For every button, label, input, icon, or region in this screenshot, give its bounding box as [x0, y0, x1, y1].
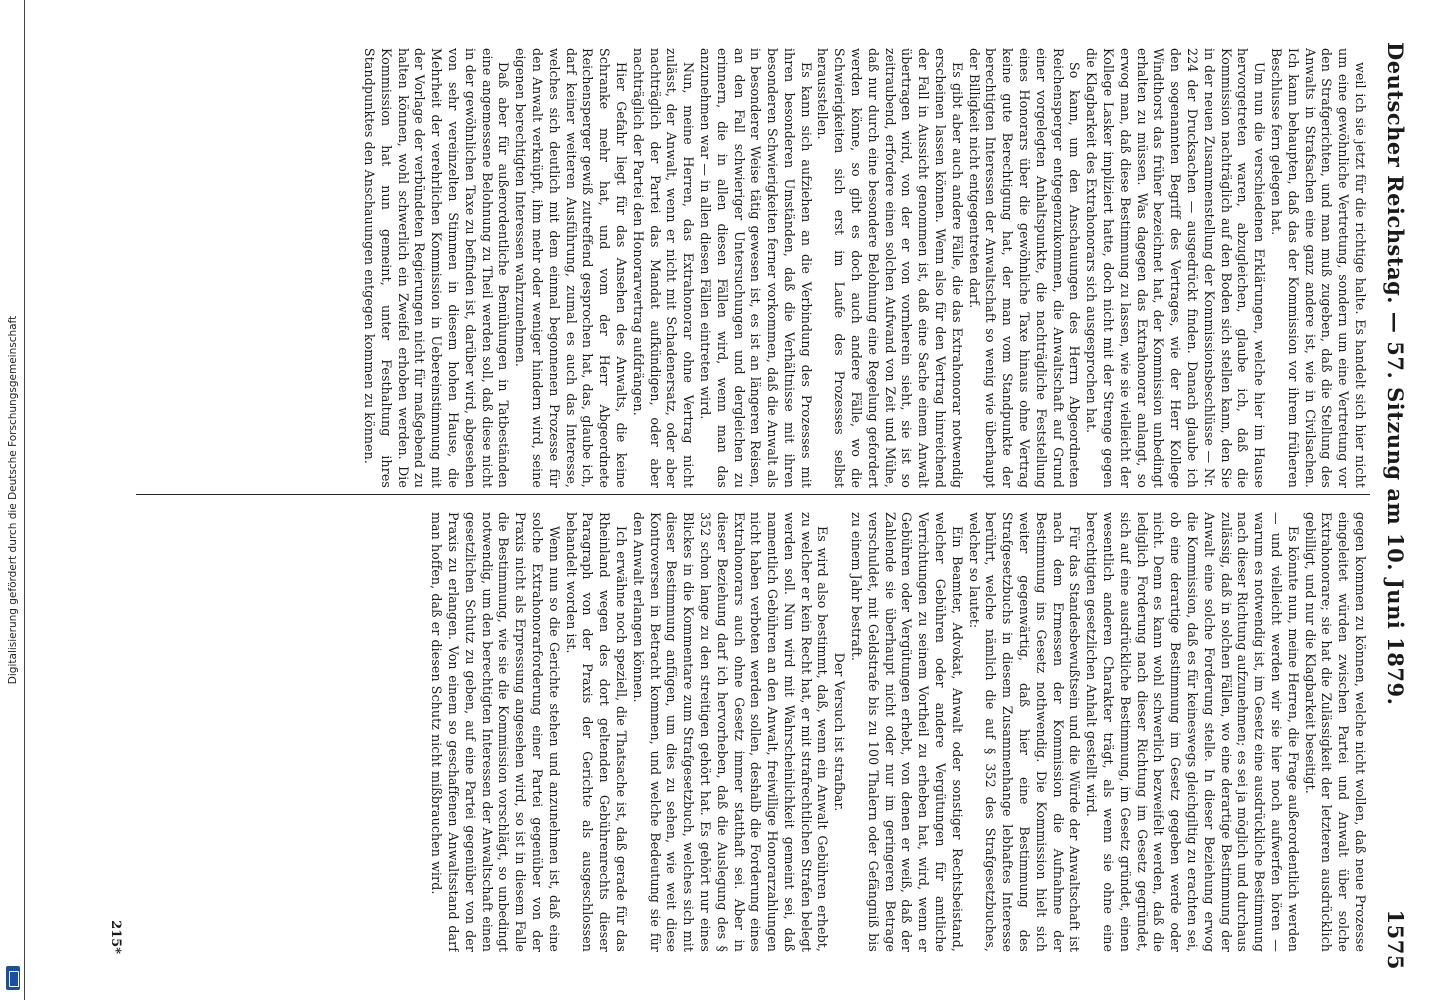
paragraph: Es wird also bestimmt, daß, wenn ein Anwalt Gebühren erhebt, zu welcher er kein Recht hat, er mit strafrechtlichen Strafen belegt werden soll. Nun wird mit Wahrscheinlichkeit gemeint sei, daß namentlich Gebühren an den Anwalt, freiwillige Honorarzahlungen nicht haben verboten werden sollen, deshalb die Forderung eines Extrahonorars auch ohne Gesetz immer statthaft sei. Aber in dieser Beziehung darf ich hervorheben, daß die Auslegung des § 352 schon lange zu den streitigen gehört hat. Es gehört nur eines Blickes in die Kommentare zum Strafgesetzbuch, welches sich mit dieser Bestimmung anfügen, um dies zu sehen, wie weit diese Kontroversen in Betracht kommen, und welche Bedeutung sie für den Anwalt erlangen können.	[630, 512, 831, 952]
quoted-paragraph: Ein Beamter, Advokat, Anwalt oder sonstiger Rechtsbeistand, welcher Gebühren oder andere Vergütungen für amtliche Verrichtungen zu seinem Vortheil zu erheben hat, wird, wenn er Gebühren oder Vergütungen erhebt, von denen er weiß, daß der Zahlende sie überhaupt nicht oder nur im geringeren Betrage verschuldet, mit Geldstrafe bis zu 100 Thalern oder Gefängniß bis zu einem Jahr bestraft.	[849, 512, 965, 952]
quoted-line: Der Versuch ist strafbar.	[832, 652, 848, 812]
paragraph: Daß aber für außerordentliche Bemühungen in Tatbeständen eine angemessene Belohnung zu Theil werden soll, daß diese nicht in der gewöhnlichen Taxe zu befinden ist, darüber wird, abgesehen von sehr vereinzelten Stimmen in diesem hohen Hause, die Mehrheit der verehrlichen Kommission in Uebereinstimmung mit der Vorlage der verbündeten Regierungen nicht für maßgebend zu halten können, wohl schwerlich ein Zweifel erhoben werden. Die Kommission hat nun gemeint, unter Festhaltung ihres Standpunktes den Anschauungen entgegen kommen zu können.	[361, 48, 512, 488]
paragraph: Um nun die verschiedenen Erklärungen, welche hier im Hause hervorgetreten waren, abzugleichen, glaube ich, daß die Kommission nachträglich auf den Boden sich stellen kann, den Sie in der neuen Zusammenstellung der Kommissionsbeschlüsse — Nr. 224 der Drucksachen — ausgedrückt finden. Danach glaube ich den sogenannten Begriff des Vertrages, wie der Herr Kollege Windthorst das früher bezeichnet hat, der Kommission unbedingt erhalten zu müssen. Was dagegen das Extrahonorar anlangt, so erwog man, daß diese Bestimmung zu lassen, wie sie vielleicht der Kollege Lasker impliziert hatte, doch nicht mit der Strenge gegen die Klagbarkeit des Extrahonorars sich ausgesprochen hat.	[1084, 48, 1268, 488]
paragraph: Ich erwähne noch speziell, die Thatsache ist, daß gerade für das Rheinland wegen des dort geltenden Gebührenrechts dieser Paragraph von der Praxis der Gerichte als ausgeschlossen behandelt worden ist.	[563, 512, 629, 952]
signature-mark: 215*	[108, 920, 123, 954]
credit-text: Digitalisierung gefördert durch die Deutsche Forschungsgemeinschaft	[7, 315, 19, 685]
page-header	[1378, 42, 1414, 970]
digitization-credit	[4, 0, 22, 1000]
paragraph: Wenn nun so die Gerichte stehen und anzunehmen ist, daß eine solche Extrahonorarforderung einer Partei gegenüber von der Praxis nicht als Erpressung angesehen wird, so ist in diesem Falle die Bestimmung, wie sie die Kommission vorschlägt, so unbedingt notwendig, um den berechtigten Interessen der Anwaltschaft einen gesetzlichen Schutz zu geben, auf eine Partei gegenüber von der Praxis zu erlangen. Von einem so geschaffenen Anwaltsstand darf man hoffen, daß er diesen Schutz nicht mißbrauchen wird.	[429, 512, 562, 952]
column-divider	[136, 494, 1370, 495]
paragraph: weil ich sie jetzt für die richtige halte. Es handelt sich hier nicht um eine gewöhnliche Vertretung, sondern um eine Vertretung vor den Strafgerichten, und man muß zugeben, daß die Stellung des Anwalts in Strafsachen eine ganz andere ist, wie in Civilsachen. Ich kann behaupten, daß das der Kommission vor ihrem früheren Beschlusse fern gelegen hat.	[1269, 48, 1368, 488]
paragraph: Hier Gefahr liegt für das Ansehen des Anwalts, die keine Schranke mehr hat, und vom der Herr Abgeordnete Reichensperger gewiß zutreffend gesprochen hat, das, glaube ich, darf keiner weiteren Ausführung, zumal es auch das Interesse, welches sich deutlich mit dem einmal begonnenen Prozesse für den Anwalt verknüpft, ihm mehr oder weniger hindern wird, seine eigenen berechtigten Interessen wahrzunehmen.	[513, 48, 629, 488]
scan-crop-line	[24, 0, 25, 1000]
right-column	[124, 512, 1368, 952]
paragraph: Es gibt aber auch andere Fälle, die das Extrahonorar notwendig erscheinen lassen können. Wenn also für den Vertrag hinreichend der Fall in Aussicht genommen ist, daß eine Sache einem Anwalt übertragen wird, von der er von vornherein sieht, sie ist so zeitraubend, erfordere einen solchen Aufwand von Zeit und Mühe, daß nur durch eine besondere Belohnung eine Regelung gefordert werden könne, so gibt es doch auch andere Fälle, wo die Schwierigkeiten sich erst im Laufe des Prozesses selbst herausstellen.	[815, 48, 965, 488]
paragraph: So kann, um den Anschauungen des Herrn Abgeordneten Reichensperger entgegenzukommen, die Anwaltschaft auf Grund einer vorgelegten Anhaltspunkte, die nachträgliche Feststellung eines Honorars über die gewöhnliche Taxe hinaus ohne Vertrag keine gute Berechtigung hat, der man vom Standpunkte der berechtigten Interessen der Anwaltschaft so wenig wie überhaupt der Billigkeit nicht entgegentreten darf.	[966, 48, 1083, 488]
paragraph: Für das Standesbewußtsein und die Würde der Anwaltschaft ist nach dem Ermessen der Kommission die Aufnahme der Bestimmung ins Gesetz nothwendig. Die Kommission hielt sich weiter gegenwärtig, daß hier eine Bestimmung des Strafgesetzbuchs in diesem Zusammenhange lebhaftes Interesse berührt, welche nämlich die auf § 352 des Strafgesetzbuches, welcher so lautet:	[966, 512, 1083, 952]
page-number: 1575	[1383, 909, 1409, 970]
scanned-page	[100, 0, 1432, 1000]
paragraph: Nun, meine Herren, das Extrahonorar ohne Vertrag nicht zulässt, der Anwalt, wenn er nicht mit Schadenersatz, oder aber nachträglich der Partei das Mandat aufkündigen, oder aber nachträglich der Partei den Honorarvertrag aufdrängen.	[630, 48, 697, 488]
left-column	[124, 48, 1368, 488]
dfg-logo-icon	[6, 966, 20, 990]
paragraph: gegen kommen zu können, welche nicht wollen, daß neue Prozesse eingeleitet würden zwischen Partei und Anwalt über solche Extrahonorare; sie hat die Zulässigkeit der letzteren ausdrücklich gebilligt, und nur die Klagbarkeit beseitigt.	[1302, 512, 1368, 952]
paragraph: Es kann sich aufziehen an die Verbindung des Prozesses mit ihren besonderen Umständen, daß die Verhältnisse mit ihren besonderen Schwierigkeiten ferner vorkommen, daß die Anwalt als in besonderer Weise tätig gewesen ist, es ist an längeren Reisen, an den Fall schwieriger Untersuchungen und dergleichen zu erinnern, die in allen diesen Fällen wird, wenn man das anzunehmen war — in allen diesen Fällen eintreten wird.	[697, 48, 814, 488]
running-title: Deutscher Reichstag. — 57. Sitzung am 10. Juni 1879.	[1383, 42, 1409, 706]
paragraph: Es könnte nun, meine Herren, die Frage außerordentlich werden — und vielleicht werden wir sie hier noch aufwerfen hören — warum es notwendig ist, im Gesetz eine ausdrückliche Bestimmung nach dieser Richtung aufzunehmen; es sei ja möglich und durchaus zulässig, daß in solchen Fällen, wo eine derartige Bestimmung der Anwalt eine solche Forderung stelle. In dieser Beziehung erwog die Kommission, daß es für keineswegs gleichgiltig zu erachten sei, ob eine derartige Bestimmung im Gesetz gegeben werde oder nicht. Denn es kann wohl schwerlich bezweifelt werden, daß die lediglich Forderung nach dieser Richtung im Gesetz gegründet, sich auf eine ausdrückliche Bestimmung, im Gesetz gründet, einen wesentlich anderen Charakter trägt, als wenn sie ohne eine berechtigten gesetzlichen Anhalt gestellt wird.	[1084, 512, 1301, 952]
